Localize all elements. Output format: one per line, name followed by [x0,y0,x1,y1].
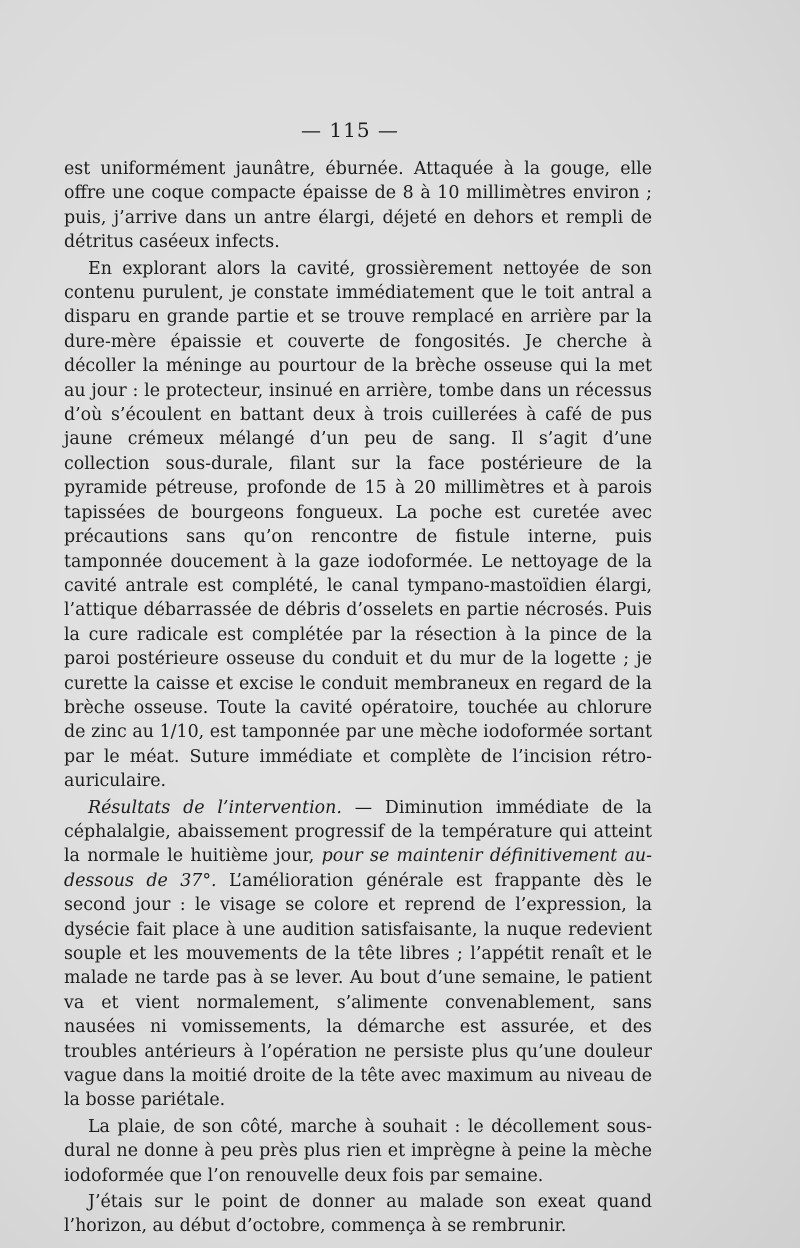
emphasis-text: pour se maintenir définitivement au-dessous de 37°. [64,846,652,891]
paragraph: La plaie, de son côté, marche à souhait : le décollement sous-dural ne donne à peu près plus rien et imprègne à peine la mèche iodoformée que l’on renouvelle deux fois par semaine. [64,1116,652,1186]
body-text [64,157,652,1239]
paragraph-text: — Diminution immédiate de la céphalalgie, abaissement progressif de la température qui atteint la normale le huitième jour, [64,797,652,867]
paragraph: J’étais sur le point de donner au malade son exeat quand l’horizon, au début d’octobre, commença à se rembrunir. [64,1192,652,1237]
paragraph-results [64,796,652,1113]
paragraph: En explorant alors la cavité, grossièrement nettoyée de son contenu purulent, je constate immédiatement que le toit antral a disparu en grande partie et se trouve remplacé en arrière par la dure-mère épaissie et couverte de fongosités. Je cherche à décoller la méninge au pourtour de la brèche osseuse qui la met au jour : le protecteur, insinué en arrière, tombe dans un récessus d’où s’écoulent en battant deux à trois cuillerées à café de pus jaune crémeux mélangé d’un peu de sang. Il s’agit d’une collection sous-durale, filant sur la face postérieure de la pyramide pétreuse, profonde de 15 à 20 millimètres et à parois tapissées de bourgeons fongueux. La poche est curetée avec précautions sans qu’on rencontre de fistule interne, puis tamponnée doucement à la gaze iodoformée. Le nettoyage de la cavité antrale est complété, le canal tympano-mastoïdien élargi, l’attique débarrassée de débris d’osselets en partie nécrosés. Puis la cure radicale est complétée par la résection à la pince de la paroi postérieure osseuse du conduit et du mur de la logette ; je curette la caisse et excise le conduit membraneux en regard de la brèche osseuse. Toute la cavité opératoire, touchée au chlorure de zinc au 1/10, est tamponnée par une mèche iodoformée sortant par le méat. Suture immédiate et complète de l’incision rétro-auriculaire. [64,258,652,792]
paragraph-text: L’amélioration générale est frappante dès le second jour : le visage se colore et reprend de l’expression, la dysécie fait place à une audition satisfaisante, la nuque redevient souple et les mouvements de la tête libres ; l’appétit renaît et le malade ne tarde pas à se lever. Au bout d’une semaine, le patient va et vient normalement, s’alimente convenablement, sans nausées ni vomissements, la démarche est assurée, et des troubles antérieurs à l’opération ne persiste plus qu’une douleur vague dans la moitié droite de la tête avec maximum au niveau de la bosse pariétale. [64,870,653,1111]
paragraph: est uniformément jaunâtre, éburnée. Attaquée à la gouge, elle offre une coque compacte épaisse de 8 à 10 millimètres environ ; puis, j’arrive dans un antre élargi, déjeté en dehors et rempli de détritus caséeux infects. [64,159,652,253]
section-lead: Résultats de l’intervention. [88,797,342,818]
page-number: — 115 — [301,118,399,142]
